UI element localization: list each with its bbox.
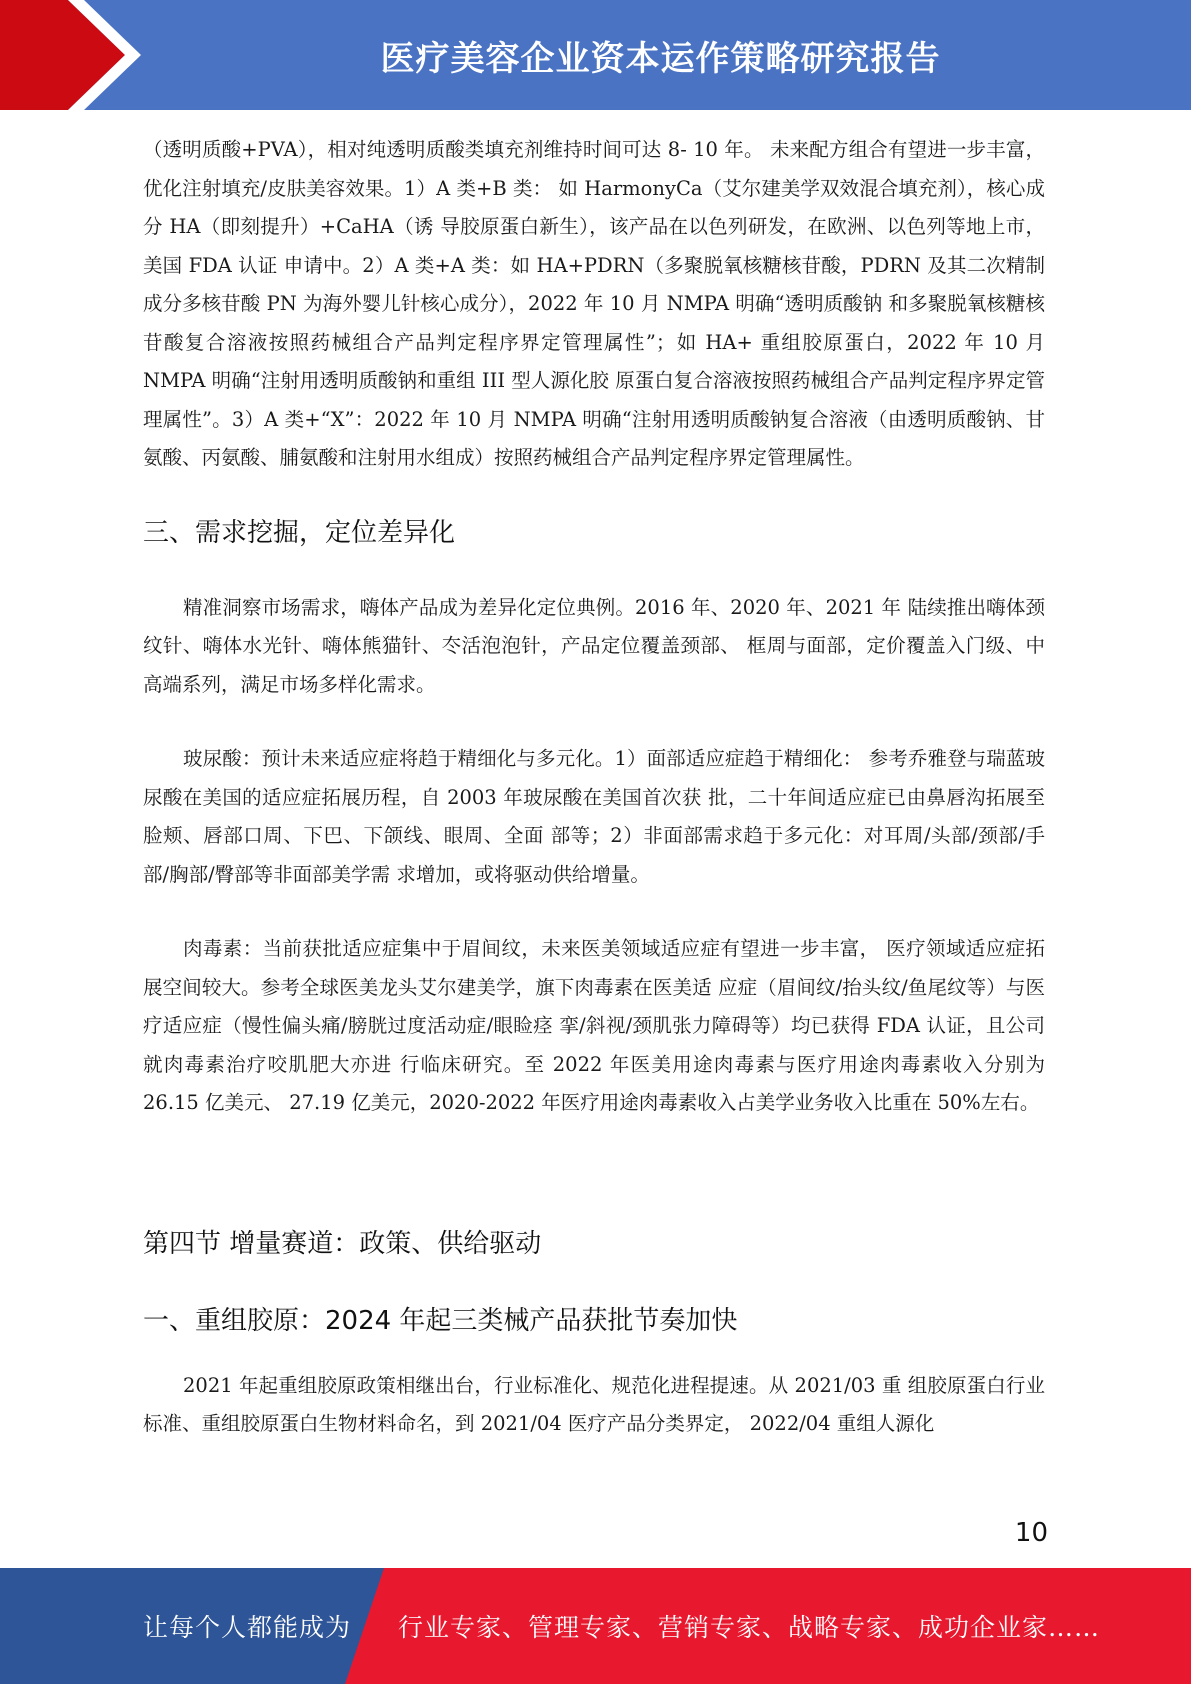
footer-slogan-left: 让每个人都能成为 — [143, 1613, 352, 1642]
paragraph-demand-insight: 精准洞察市场需求，嗨体产品成为差异化定位典例。2016 年、2020 年、2021 年 陆续推出嗨体颈纹针、嗨体水光针、嗨体熊猫针、冭活泡泡针，产品定位覆盖颈部、 框周与面部，定价覆盖入门级、中高端系列，满足市场多样化需求。 — [143, 595, 1045, 696]
paragraph-collagen-policy: 2021 年起重组胶原政策相继出台，行业标准化、规范化进程提速。从 2021/03 重 组胶原蛋白行业标准、重组胶原蛋白生物材料命名，到 2021/04 医疗产品分类界定， 2022/04 重组人源化 — [143, 1373, 1045, 1435]
footer-slogan-right: 行业专家、管理专家、营销专家、战略专家、成功企业家…… — [398, 1613, 1101, 1642]
page-footer — [0, 1568, 1191, 1684]
paragraph-formulation: （透明质酸+PVA），相对纯透明质酸类填充剂维持时间可达 8- 10 年。 未来配方组合有望进一步丰富，优化注射填充/皮肤美容效果。1）A 类+B 类： 如 HarmonyCa（艾尔建美学双效混合填充剂），核心成分 HA（即刻提升）+CaHA（诱 导胶原蛋白新生），该产品在以色列研发，在欧洲、以色列等地上市，美国 FDA 认证 申请中。2）A 类+A 类：如 HA+PDRN（多聚脱氧核糖核苷酸，PDRN 及其二次精制 成分多核苷酸 PN 为海外婴儿针核心成分），2022 年 10 月 NMPA 明确“透明质酸钠 和多聚脱氧核糖核苷酸复合溶液按照药械组合产品判定程序界定管理属性”；如 HA+ 重组胶原蛋白，2022 年 10 月 NMPA 明确“注射用透明质酸钠和重组 III 型人源化胶 原蛋白复合溶液按照药械组合产品判定程序界定管理属性”。3）A 类+“X”：2022 年 10 月 NMPA 明确“注射用透明质酸钠复合溶液（由透明质酸钠、甘氨酸、丙氨酸、脯氨酸和注射用水组成）按照药械组合产品判定程序界定管理属性。 — [143, 138, 1045, 469]
paragraph-hyaluronic-acid: 玻尿酸：预计未来适应症将趋于精细化与多元化。1）面部适应症趋于精细化： 参考乔雅登与瑞蓝玻尿酸在美国的适应症拓展历程，自 2003 年玻尿酸在美国首次获 批，二十年间适应症已由鼻唇沟拓展至脸颊、唇部口周、下巴、下颌线、眼周、全面 部等；2）非面部需求趋于多元化：对耳周/头部/颈部/手部/胸部/臀部等非面部美学需 求增加，或将驱动供给增量。 — [143, 747, 1045, 886]
heading-recombinant-collagen: 一、重组胶原：2024 年起三类械产品获批节奏加快 — [143, 1305, 738, 1336]
heading-demand-mining: 三、需求挖掘，定位差异化 — [143, 517, 456, 548]
page-number: 10 — [1014, 1518, 1048, 1548]
page-header — [0, 0, 1191, 110]
page-content — [143, 131, 1045, 1444]
section-heading-4: 第四节 增量赛道：政策、供给驱动 — [143, 1228, 542, 1259]
report-title: 医疗美容企业资本运作策略研究报告 — [380, 38, 941, 79]
paragraph-botulinum-toxin: 肉毒素：当前获批适应症集中于眉间纹，未来医美领域适应症有望进一步丰富， 医疗领域适应症拓展空间较大。参考全球医美龙头艾尔建美学，旗下肉毒素在医美适 应症（眉间纹/抬头纹/鱼尾纹等）与医疗适应症（慢性偏头痛/膀胱过度活动症/眼睑痉 挛/斜视/颈肌张力障碍等）均已获得 FDA 认证，且公司就肉毒素治疗咬肌肥大亦进 行临床研究。至 2022 年医美用途肉毒素与医疗用途肉毒素收入分别为 26.15 亿美元、 27.19 亿美元，2020-2022 年医疗用途肉毒素收入占美学业务收入比重在 50%左右。 — [143, 937, 1045, 1114]
